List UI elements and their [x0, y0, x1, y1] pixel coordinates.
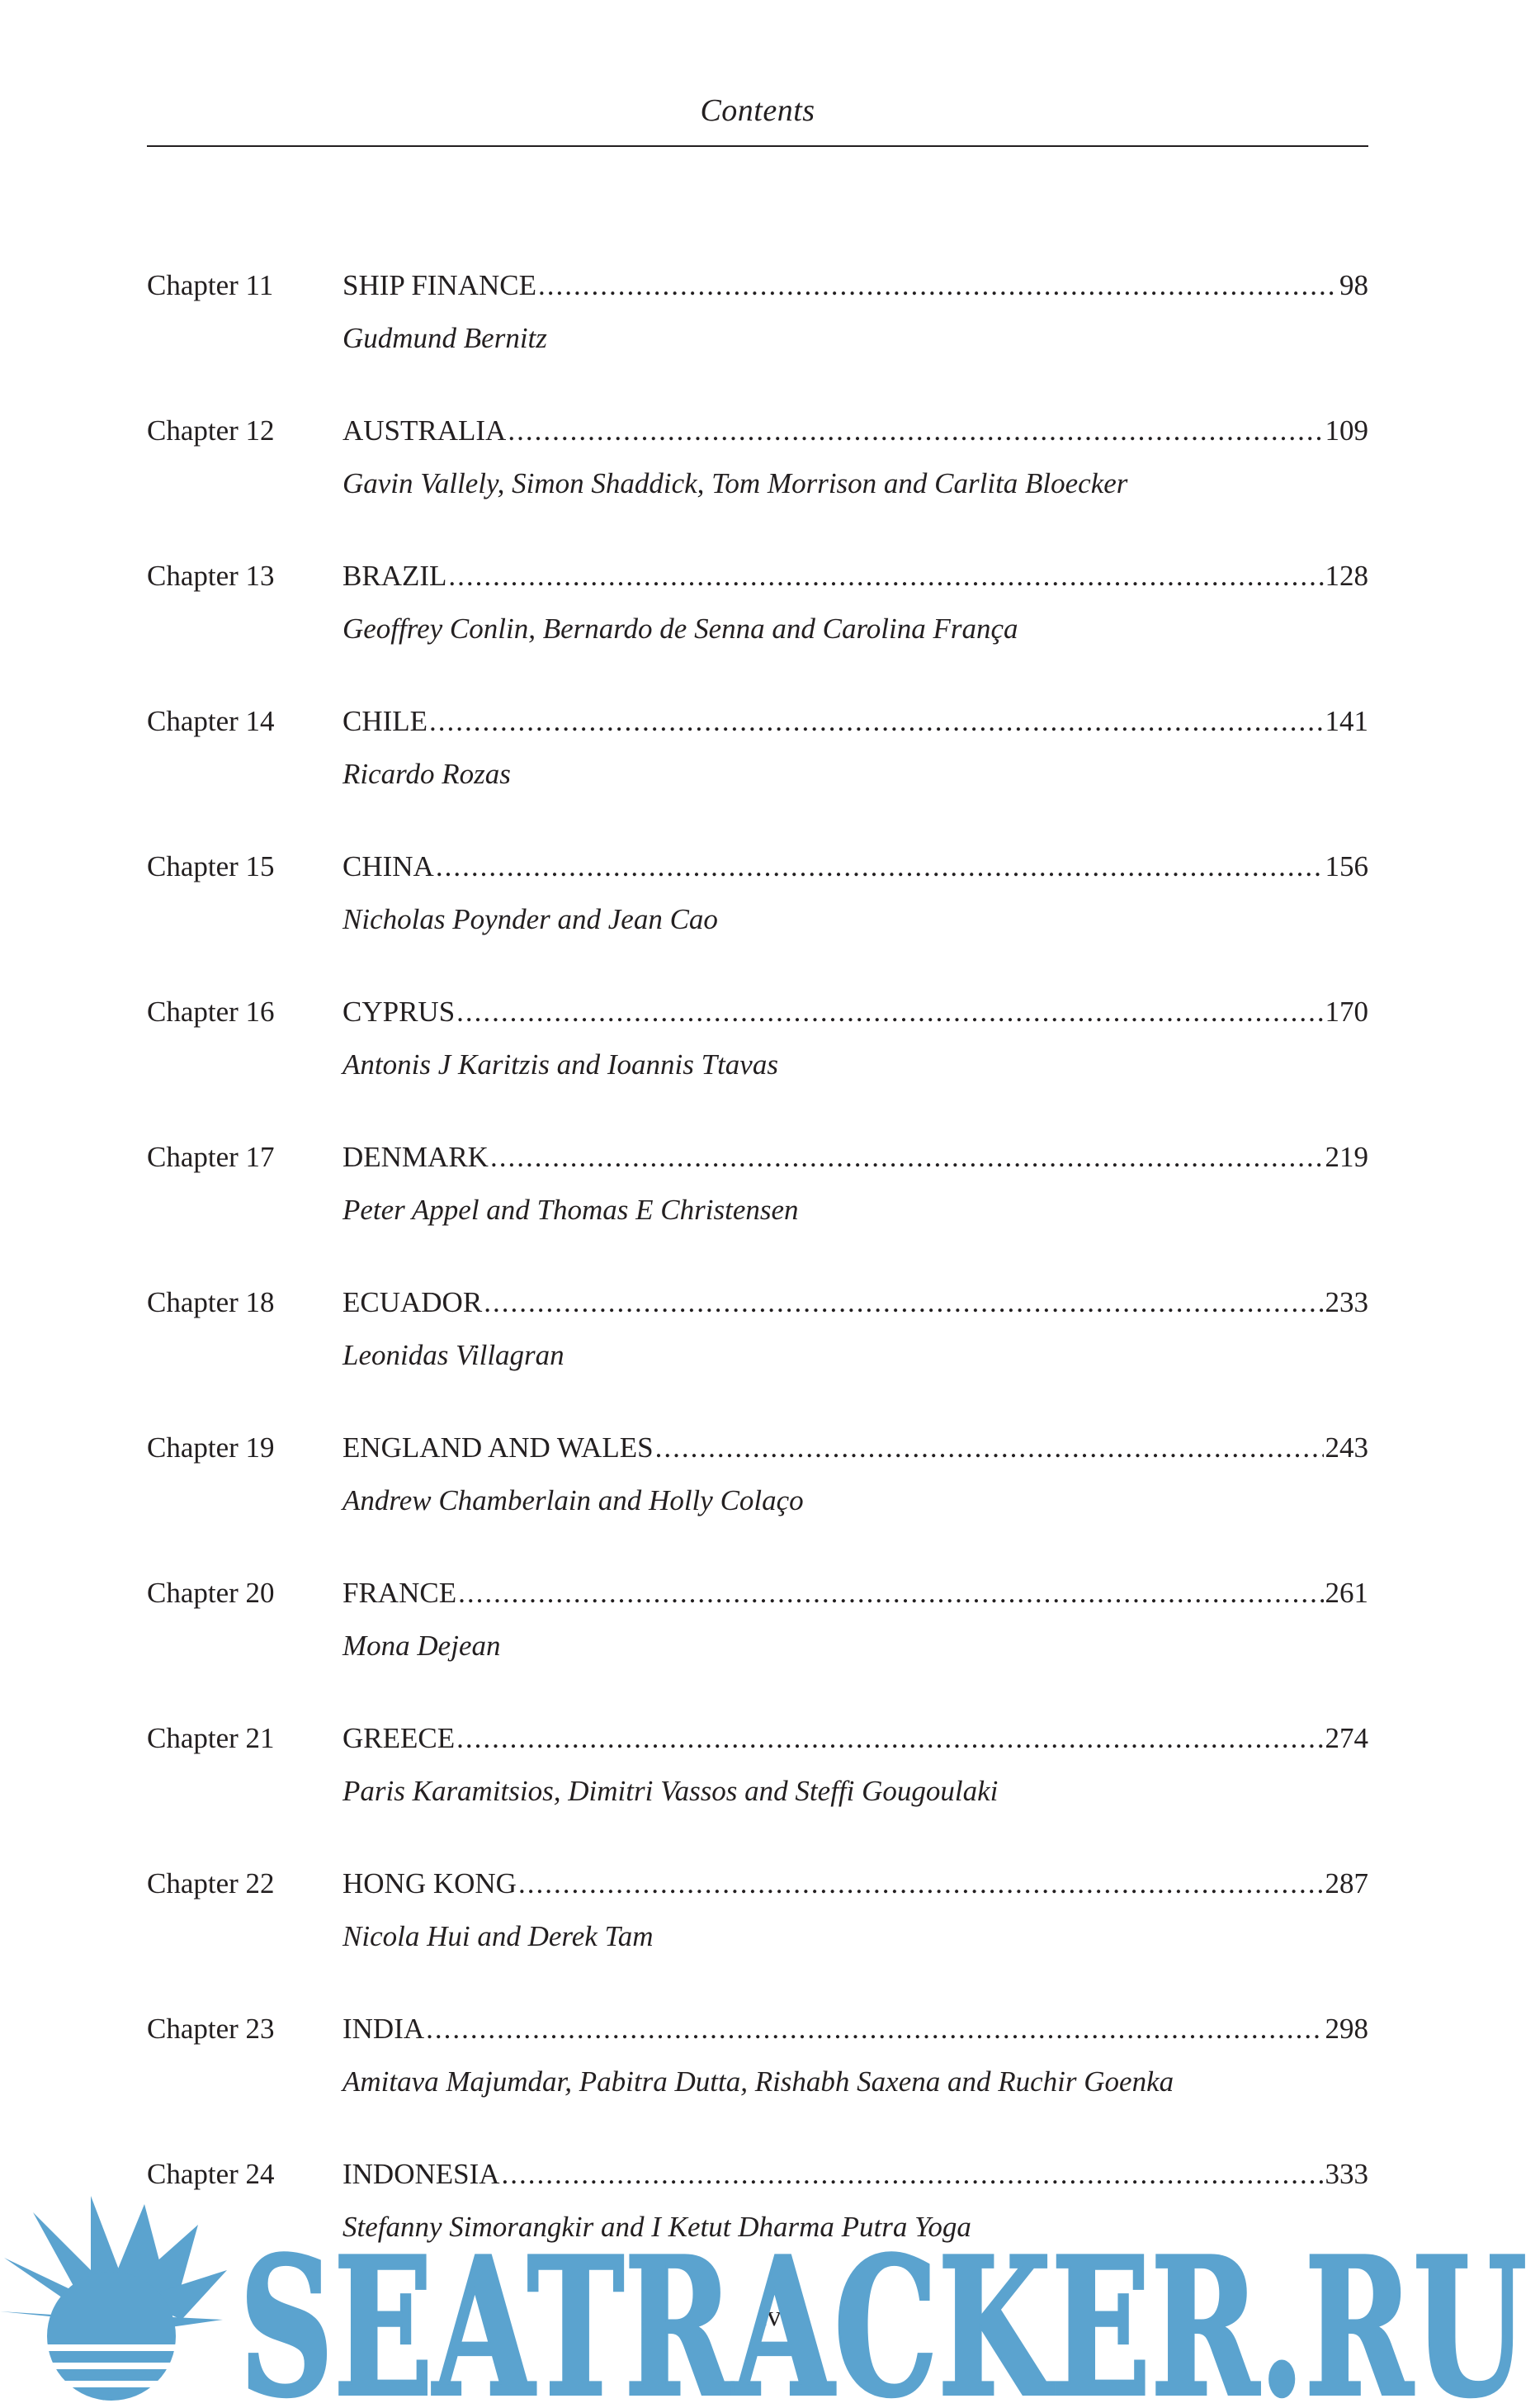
- chapter-title: FRANCE: [342, 1577, 457, 1609]
- dot-leader: [426, 2009, 1323, 2049]
- page-number: 128: [1325, 560, 1368, 592]
- page-number: 261: [1325, 1577, 1368, 1609]
- chapter-authors: Mona Dejean: [342, 1630, 501, 1662]
- chapter-authors: Nicola Hui and Derek Tam: [342, 1920, 654, 1952]
- dot-leader: [456, 992, 1323, 1032]
- chapter-title: CYPRUS: [342, 996, 456, 1028]
- chapter-title: CHINA: [342, 850, 434, 882]
- dot-leader: [448, 556, 1323, 596]
- dot-leader: [538, 266, 1338, 305]
- dot-leader: [429, 702, 1323, 741]
- toc-entry[interactable]: [147, 1573, 1368, 1719]
- page-number: 274: [1325, 1722, 1368, 1754]
- toc-entry[interactable]: [147, 2009, 1368, 2155]
- chapter-label: Chapter 20: [147, 1577, 275, 1609]
- chapter-authors: Gudmund Bernitz: [342, 322, 547, 354]
- toc-entry[interactable]: [147, 847, 1368, 992]
- toc-entry[interactable]: [147, 556, 1368, 702]
- dot-leader: [436, 847, 1324, 887]
- chapter-label: Chapter 15: [147, 850, 275, 882]
- toc-entry[interactable]: [147, 2155, 1368, 2300]
- chapter-title-line: [342, 1283, 1368, 1322]
- chapter-title: INDIA: [342, 2013, 425, 2045]
- chapter-title: BRAZIL: [342, 560, 447, 592]
- chapter-title: HONG KONG: [342, 1867, 517, 1899]
- dot-leader: [518, 1864, 1324, 1904]
- chapter-authors: Andrew Chamberlain and Holly Colaço: [342, 1484, 804, 1516]
- chapter-authors: Amitava Majumdar, Pabitra Dutta, Rishabh Saxena and Ruchir Goenka: [342, 2065, 1174, 2098]
- chapter-label: Chapter 12: [147, 414, 275, 447]
- page-number: 243: [1325, 1431, 1368, 1464]
- dot-leader: [655, 1428, 1324, 1468]
- page-number: 233: [1325, 1286, 1368, 1318]
- toc-entry[interactable]: [147, 1428, 1368, 1573]
- chapter-label: Chapter 19: [147, 1431, 275, 1464]
- chapter-title: INDONESIA: [342, 2158, 500, 2190]
- page-number: 141: [1325, 705, 1368, 737]
- chapter-authors: Gavin Vallely, Simon Shaddick, Tom Morrison and Carlita Bloecker: [342, 467, 1128, 499]
- chapter-title-line: [342, 847, 1368, 887]
- chapter-label: Chapter 14: [147, 705, 275, 737]
- toc-entry[interactable]: [147, 266, 1368, 411]
- chapter-authors: Nicholas Poynder and Jean Cao: [342, 903, 718, 935]
- chapter-authors: Leonidas Villagran: [342, 1339, 565, 1371]
- page-number: 333: [1325, 2158, 1368, 2190]
- dot-leader: [458, 1573, 1323, 1613]
- chapter-title-line: [342, 2155, 1368, 2194]
- chapter-title: CHILE: [342, 705, 428, 737]
- chapter-label: Chapter 23: [147, 2013, 275, 2045]
- chapter-label: Chapter 17: [147, 1141, 275, 1173]
- page-folio: iv: [758, 2300, 782, 2332]
- chapter-title-line: [342, 2009, 1368, 2049]
- page-number: 98: [1339, 269, 1368, 301]
- toc-entry[interactable]: [147, 702, 1368, 847]
- chapter-authors: Paris Karamitsios, Dimitri Vassos and Steffi Gougoulaki: [342, 1775, 999, 1807]
- dot-leader: [490, 1138, 1324, 1177]
- chapter-title-line: [342, 1138, 1368, 1177]
- page-number: 109: [1325, 414, 1368, 447]
- page-number: 287: [1325, 1867, 1368, 1899]
- chapter-label: Chapter 13: [147, 560, 275, 592]
- chapter-title: ENGLAND AND WALES: [342, 1431, 654, 1464]
- chapter-authors: Geoffrey Conlin, Bernardo de Senna and Carolina França: [342, 613, 1018, 645]
- toc-entry[interactable]: [147, 411, 1368, 556]
- page-number: 219: [1325, 1141, 1368, 1173]
- chapter-label: Chapter 22: [147, 1867, 275, 1899]
- chapter-authors: Ricardo Rozas: [342, 758, 511, 790]
- toc-entry[interactable]: [147, 1864, 1368, 2009]
- page-number: 170: [1325, 996, 1368, 1028]
- toc-entry[interactable]: [147, 1719, 1368, 1864]
- page-number: 298: [1325, 2013, 1368, 2045]
- chapter-title-line: [342, 1573, 1368, 1613]
- chapter-title: DENMARK: [342, 1141, 489, 1173]
- chapter-label: Chapter 11: [147, 269, 274, 301]
- chapter-title-line: [342, 702, 1368, 741]
- dot-leader: [508, 411, 1323, 451]
- table-of-contents: [147, 266, 1368, 2300]
- chapter-title: ECUADOR: [342, 1286, 483, 1318]
- chapter-title-line: [342, 1428, 1368, 1468]
- chapter-title-line: [342, 1864, 1368, 1904]
- chapter-authors: Antonis J Karitzis and Ioannis Ttavas: [342, 1048, 778, 1081]
- chapter-title: AUSTRALIA: [342, 414, 507, 447]
- chapter-label: Chapter 21: [147, 1722, 275, 1754]
- chapter-label: Chapter 16: [147, 996, 275, 1028]
- chapter-title-line: [342, 992, 1368, 1032]
- toc-entry[interactable]: [147, 1138, 1368, 1283]
- dot-leader: [456, 1719, 1323, 1758]
- page-number: 156: [1325, 850, 1368, 882]
- header-rule: [147, 145, 1368, 147]
- chapter-title-line: [342, 411, 1368, 451]
- chapter-label: Chapter 18: [147, 1286, 275, 1318]
- toc-entry[interactable]: [147, 1283, 1368, 1428]
- running-head: Contents: [700, 93, 815, 128]
- toc-entry[interactable]: [147, 992, 1368, 1138]
- chapter-title: SHIP FINANCE: [342, 269, 536, 301]
- chapter-title-line: [342, 1719, 1368, 1758]
- chapter-title-line: [342, 266, 1368, 305]
- dot-leader: [502, 2155, 1324, 2194]
- chapter-authors: Stefanny Simorangkir and I Ketut Dharma Putra Yoga: [342, 2211, 971, 2243]
- chapter-label: Chapter 24: [147, 2158, 275, 2190]
- chapter-authors: Peter Appel and Thomas E Christensen: [342, 1194, 799, 1226]
- chapter-title: GREECE: [342, 1722, 456, 1754]
- dot-leader: [484, 1283, 1323, 1322]
- watermark-text: SEATRACKER.RU: [239, 2216, 1527, 2408]
- chapter-title-line: [342, 556, 1368, 596]
